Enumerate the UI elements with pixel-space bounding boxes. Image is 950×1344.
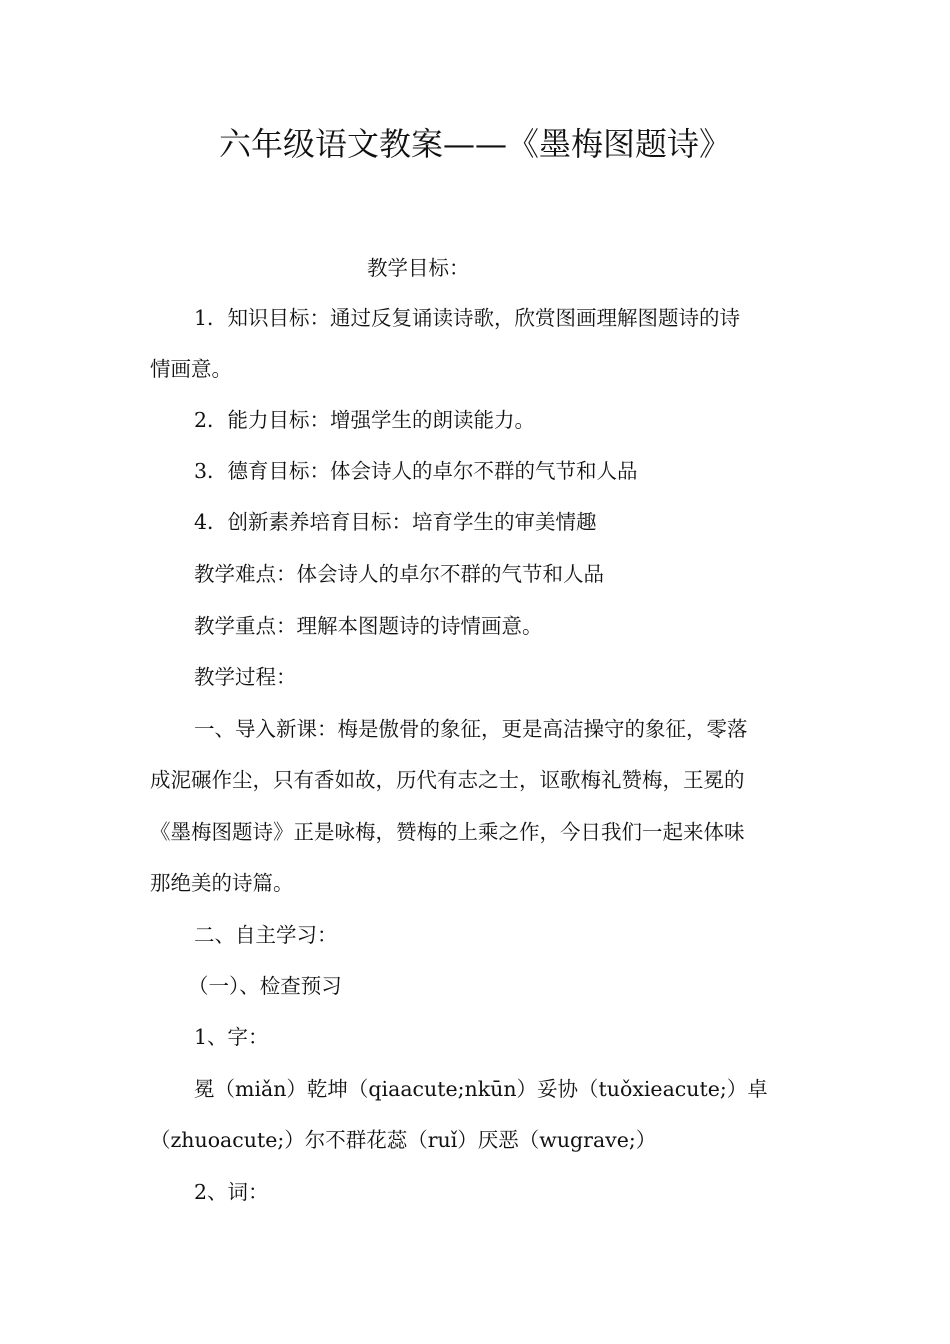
- paragraph-line: 成泥碾作尘，只有香如故，历代有志之士，讴歌梅礼赞梅，王冕的: [150, 768, 745, 792]
- paragraph-line: 2、词：: [194, 1180, 269, 1204]
- paragraph-line: 3．德育目标：体会诗人的卓尔不群的气节和人品: [194, 459, 638, 483]
- paragraph-line: 那绝美的诗篇。: [150, 871, 294, 895]
- paragraph-line: 1．知识目标：通过反复诵读诗歌，欣赏图画理解图题诗的诗: [194, 306, 741, 330]
- paragraph-line: 4．创新素养培育目标：培育学生的审美情趣: [194, 510, 597, 534]
- paragraph-line: 教学难点：体会诗人的卓尔不群的气节和人品: [194, 562, 604, 586]
- paragraph-line: （一）、检查预习: [188, 974, 342, 998]
- paragraph-line: 一、导入新课：梅是傲骨的象征，更是高洁操守的象征，零落: [194, 717, 748, 741]
- paragraph-line: 《墨梅图题诗》正是咏梅，赞梅的上乘之作，今日我们一起来体味: [150, 820, 745, 844]
- paragraph-line: （zhuoacute;）尔不群花蕊（ruǐ）厌恶（wugrave;）: [150, 1128, 657, 1152]
- paragraph-line: 情画意。: [150, 357, 232, 381]
- paragraph-line: 1、字：: [194, 1025, 269, 1049]
- paragraph-line: 2．能力目标：增强学生的朗读能力。: [194, 408, 536, 432]
- paragraph-line: 教学重点：理解本图题诗的诗情画意。: [194, 614, 543, 638]
- document-title: 六年级语文教案——《墨梅图题诗》: [218, 125, 731, 163]
- paragraph-line: 教学过程：: [194, 665, 297, 689]
- objectives-heading: 教学目标：: [367, 256, 470, 280]
- paragraph-line: 二、自主学习：: [194, 923, 338, 947]
- paragraph-line: 冕（miǎn）乾坤（qiaacute;nkūn）妥协（tuǒxieacute;）卓: [194, 1077, 768, 1101]
